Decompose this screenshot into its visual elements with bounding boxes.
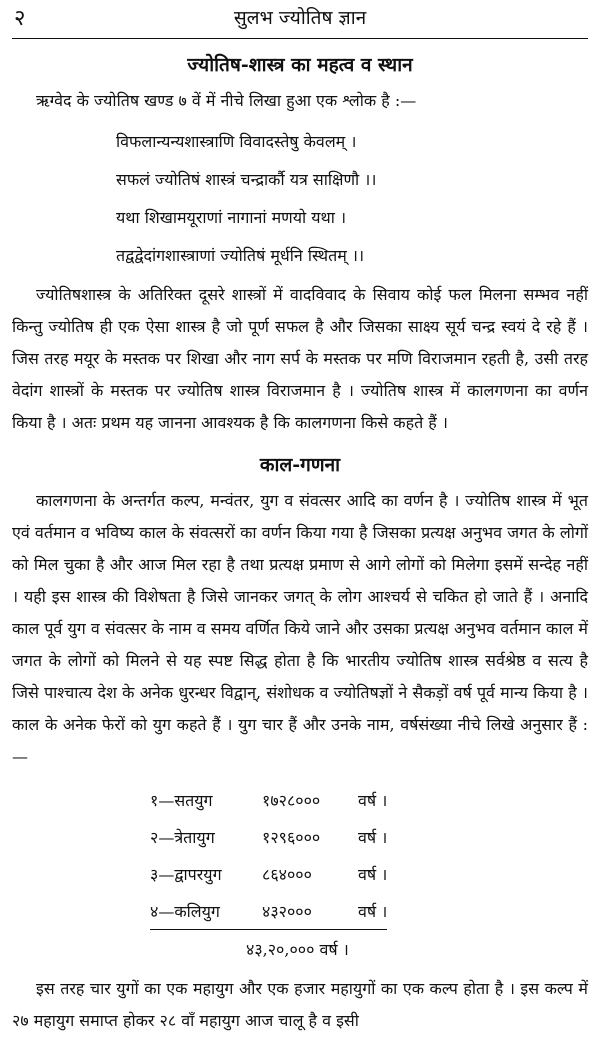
yuga-name: ४—कलियुग	[150, 901, 220, 921]
table-row	[150, 892, 387, 930]
running-header	[12, 0, 588, 39]
yuga-total: ४३,२०,००० वर्ष ।	[150, 930, 387, 968]
yuga-years: ८६४०००	[262, 864, 312, 884]
yuga-unit: वर्ष ।	[358, 864, 388, 884]
table-row	[150, 855, 387, 892]
total-row	[150, 930, 387, 968]
paragraph-closing: इस तरह चार युगों का एक महायुग और एक हजार महायुगों का एक कल्प होता है । इस कल्प में २७ महायुग समाप्त होकर २८ वाँ महायुग आज चालू है व इसी	[12, 979, 588, 1030]
yuga-unit: वर्ष ।	[358, 790, 388, 810]
yuga-years: १२९६०००	[262, 827, 321, 847]
yuga-years: ४३२०००	[262, 901, 312, 921]
section-heading-kalaganana: काल-गणना	[259, 454, 341, 476]
sanskrit-verse	[116, 123, 588, 275]
page-number: २	[14, 6, 26, 31]
yuga-name: २—त्रेतायुग	[150, 827, 215, 847]
section-heading-importance: ज्योतिष-शास्त्र का महत्व व स्थान	[187, 54, 413, 76]
paragraph-importance: ज्योतिषशास्त्र के अतिरिक्त दूसरे शास्त्रों में वादविवाद के सिवाय कोई फल मिलना सम्भव नहीं किन्तु ज्योतिष ही एक ऐसा शास्त्र है जो पूर्ण सफल है और जिसका साक्ष्य सूर्य चन्द्र स्वयं दे रहे हैं । जिस तरह मयूर के मस्तक पर शिखा और नाग सर्प के मस्तक पर मणि विराजमान रहती है, उसी तरह वेदांग शास्त्रों के मस्तक पर ज्योतिष शास्त्र विराजमान है । ज्योतिष शास्त्र में कालगणना का वर्णन किया है । अतः प्रथम यह जानना आवश्यक है कि कालगणना किसे कहते हैं ।	[12, 285, 588, 432]
yuga-table	[150, 781, 387, 967]
verse-line: तद्वद्वेदांगशास्त्राणां ज्योतिषं मूर्धनि स्थितम् ।।	[116, 246, 365, 265]
verse-line: यथा शिखामयूराणां नागानां मणयो यथा ।	[116, 208, 347, 227]
yuga-unit: वर्ष ।	[358, 901, 388, 921]
running-title: सुलभ ज्योतिष ज्ञान	[233, 7, 367, 29]
yuga-name: ३—द्वापरयुग	[150, 864, 222, 884]
intro-line: ऋग्वेद के ज्योतिष खण्ड ७ वें में नीचे लिखा हुआ एक श्लोक है :—	[36, 91, 417, 110]
verse-line: विफलान्यन्यशास्त्राणि विवादस्तेषु केवलम् ।	[116, 132, 357, 151]
yuga-name: १—सतयुग	[150, 790, 213, 810]
table-row	[150, 781, 387, 818]
paragraph-kalaganana: कालगणना के अन्तर्गत कल्प, मन्वंतर, युग व संवत्सर आदि का वर्णन है । ज्योतिष शास्त्र में भूत एवं वर्तमान व भविष्य काल के संवत्सरों का वर्णन किया गया है जिसका प्रत्यक्ष अनुभव जगत के लोगों को मिल चुका है और आज मिल रहा है तथा प्रत्यक्ष प्रमाण से आगे लोगों को मिलेगा इसमें सन्देह नहीं । यही इस शास्त्र की विशेषता है जिसे जानकर जगत् के लोग आश्चर्य से चकित हो जाते हैं । अनादि काल पूर्व युग व संवत्सर के नाम व समय वर्णित किये जाने और उसका प्रत्यक्ष अनुभव वर्तमान काल में जगत के लोगों को मिलने से यह स्पष्ट सिद्ध होता है कि भारतीय ज्योतिष शास्त्र सर्वश्रेष्ठ व सत्य है जिसे पाश्चात्य देश के अनेक धुरन्धर विद्वान्, संशोधक व ज्योतिषज्ञों ने सैकड़ों वर्ष पूर्व मान्य किया है । काल के अनेक फेरों को युग कहते हैं । युग चार हैं और उनके नाम, वर्षसंख्या नीचे लिखे अनुसार हैं :—	[12, 491, 588, 766]
yuga-years: १७२८०००	[262, 790, 321, 810]
table-row	[150, 818, 387, 855]
yuga-unit: वर्ष ।	[358, 827, 388, 847]
verse-line: सफलं ज्योतिषं शास्त्रं चन्द्रार्कौ यत्र साक्षिणौ ।।	[116, 170, 377, 189]
